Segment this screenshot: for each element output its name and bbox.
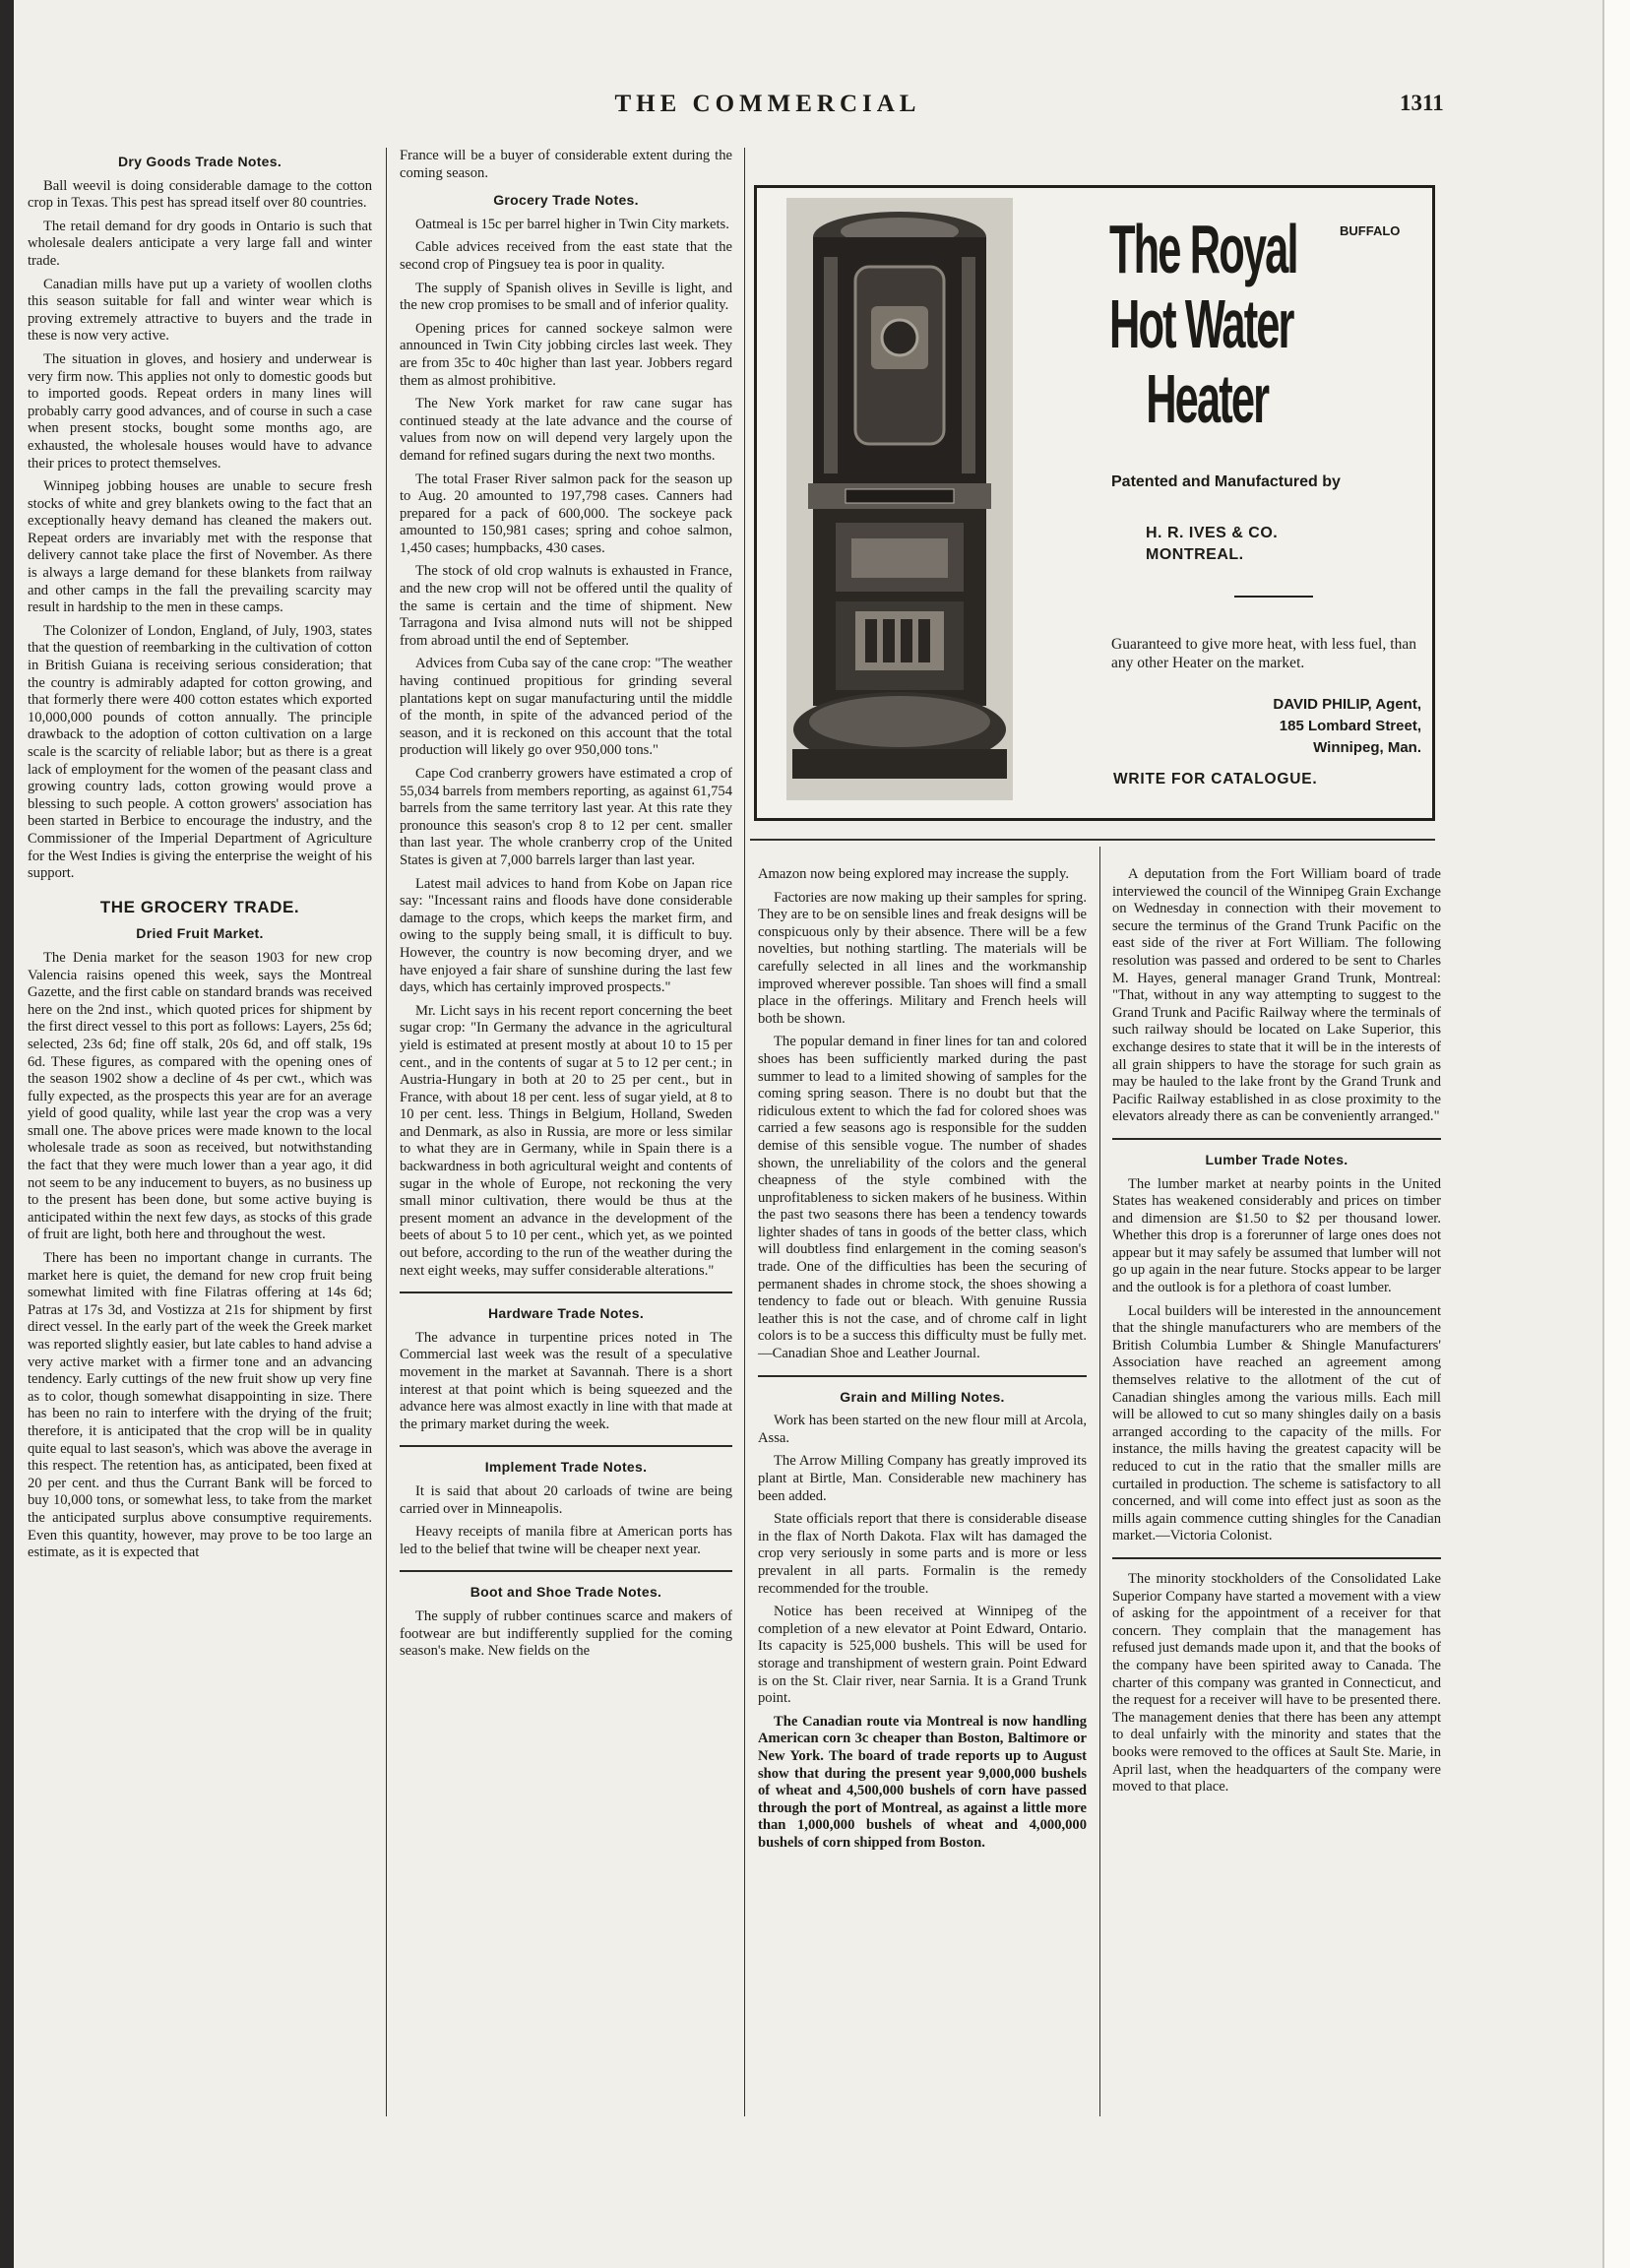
- paragraph: Advices from Cuba say of the cane crop: "The weather having continued propitious for grinding several plantations kept on sugar manufacturing until the middle of the month, in spite of the advanced period of the season, and it is reckoned on this account that the total production will likely go over 950,000 tons.": [400, 656, 732, 759]
- heading-grocery-notes: Grocery Trade Notes.: [493, 192, 639, 209]
- column-2: [400, 148, 732, 1667]
- ad-title: [1109, 212, 1311, 436]
- paragraph: The minority stockholders of the Consolidated Lake Superior Company have started a movement with a view of asking for the appointment of a receiver for that concern. They complain that the management has refused just demands made upon it, and that the books of the company have been spirited away to Canada. The charter of this company was granted in Connecticut, and the request for a receiver will have to be presented there. The management denies that there has been any attempt to deal unfairly with the minority and states that the books were removed to the offices at Sault Ste. Marie, in April last, when the headquarters of the company were moved to that place.: [1112, 1570, 1441, 1796]
- paragraph: Heavy receipts of manila fibre at American ports has led to the belief that twine will be cheaper next year.: [400, 1524, 732, 1557]
- paragraph: Mr. Licht says in his recent report concerning the beet sugar crop: "In Germany the advance in the agricultural yield is estimated at present mostly at about 10 to 15 per cent., and in the contents of sugar at 5 to 12 per cent.; in Austria-Hungary in both at 20 to 25 per cent., but in France, with about 18 per cent. less of sugar yield, at 8 to 10 per cent. less. Things in Belgium, Holland, Sweden and Denmark, as also in Russia, are more or less similar to what they are in Germany, while in Spain there is a backwardness in both agricultural weight and contents of sugar in the whole of Europe, not reckoning the very small minor cultivation, there would be thus at the present moment an advance in the development of the beets of about 5 to 10 per cent., which yet, as we pointed out before, according to the run of the weather during the next eight weeks, may suffer considerable alterations.": [400, 1002, 732, 1279]
- paragraph: The retail demand for dry goods in Ontario is such that wholesale dealers anticipate a very large fall and winter trade.: [28, 218, 372, 269]
- water-heater-illustration: [786, 198, 1013, 800]
- paragraph: There has been no important change in currants. The market here is quiet, the demand for new crop fruit being somewhat limited with fine Filatras offering at 14s 6d; Patras at 17s 3d, and Vostizza at 21s for shipment by first direct vessel. In the early part of the week the Greek market was reported slightly easier, but late cables to hand advise a very active market with a firmer tone and an advancing tendency. Early cuttings of the new fruit show up very fine as to color, though somewhat disappointing in size. There has been no rain to interfere with the drying of the fruit; therefore, it is anticipated that the crop will be in quality quite equal to last season's, which was above the average in this respect. The retention has, as anticipated, been fixed at 20 per cent. and thus the Currant Bank will be forced to buy 10,000 tons, or somewhat less, to take from the market the anticipated surplus above consumptive requirements. Even this quantity, however, may prove to be too large an estimate, as it is expected that: [28, 1250, 372, 1561]
- paragraph: Opening prices for canned sockeye salmon were announced in Twin City jobbing circles last week. They are from 35c to 40c higher than last year. Jobbers regard them as almost prohibitive.: [400, 320, 732, 389]
- column-divider: [386, 148, 387, 2116]
- section-rule: [400, 1445, 732, 1447]
- ad-patent-line: Patented and Manufactured by: [1111, 473, 1341, 490]
- ad-agent: [1146, 694, 1421, 759]
- paragraph: The advance in turpentine prices noted in The Commercial last week was the result of a speculative movement in the market at Savannah. There is a short interest at that point which is being squeezed and the advance here was almost exactly in line with that made at the primary market during the week.: [400, 1329, 732, 1432]
- column-3: [758, 866, 1087, 1858]
- heading-lumber: Lumber Trade Notes.: [1205, 1151, 1348, 1167]
- section-rule: [400, 1292, 732, 1293]
- ad-divider: [1234, 596, 1313, 598]
- paragraph: State officials report that there is considerable disease in the flax of North Dakota. Flax wilt has damaged the crop very seriously in some parts and is more or less prevalent in all parts. Formalin is the remedy recommended for the trouble.: [758, 1511, 1087, 1597]
- ad-guarantee: Guaranteed to give more heat, with less fuel, than any other Heater on the market.: [1111, 636, 1416, 671]
- paragraph: Oatmeal is 15c per barrel higher in Twin City markets.: [415, 216, 729, 232]
- heater-advertisement: [754, 185, 1435, 821]
- paragraph: Ball weevil is doing considerable damage to the cotton crop in Texas. This pest has spread itself over 80 countries.: [28, 177, 372, 212]
- ad-title-line: The Royal: [1109, 211, 1297, 287]
- paragraph: The New York market for raw cane sugar has continued steady at the late advance and the course of values from now on will depend very largely upon the demand for refined sugars during the next two months.: [400, 396, 732, 464]
- heading-dry-goods: Dry Goods Trade Notes.: [117, 154, 282, 169]
- paragraph: France will be a buyer of considerable extent during the coming season.: [400, 148, 732, 181]
- masthead: THE COMMERCIAL: [614, 91, 921, 117]
- ad-bottom-rule: [750, 839, 1435, 841]
- column-divider: [1099, 847, 1100, 2116]
- paragraph: The Arrow Milling Company has greatly improved its plant at Birtle, Man. Considerable new machinery has been added.: [758, 1453, 1087, 1504]
- section-rule: [1112, 1138, 1441, 1140]
- paragraph: The situation in gloves, and hosiery and underwear is very firm now. This applies not only to domestic goods but to imported goods. Repeat orders in many lines will probably carry good advances, and of course in such a case when present stocks, bought some months ago, are exhausted, the wholesale houses would have to advance their prices to protect themselves.: [28, 350, 372, 472]
- ad-title-line: Heater: [1146, 360, 1269, 437]
- column-1: [28, 144, 372, 1568]
- heading-dried-fruit: Dried Fruit Market.: [136, 925, 264, 942]
- paragraph: Work has been started on the new flour mill at Arcola, Assa.: [758, 1413, 1087, 1446]
- section-rule: [1112, 1557, 1441, 1559]
- paragraph: Factories are now making up their samples for spring. They are to be on sensible lines and freak designs will be conspicuous only by their absence. There will be a few novelties, but nothing startling. The materials will be carefully selected in all lines and the workmanship improved wherever possible. Tan shoes will find a small place in the offerings. Military and French heels will both be shown.: [758, 889, 1087, 1027]
- paragraph: Cape Cod cranberry growers have estimated a crop of 55,034 barrels from members reporting, as against 61,754 barrels from the same territory last year. At this rate they pronounce this season's crop 8 to 12 per cent. smaller than last year. The whole cranberry crop of the United States is given at 7,000 barrels larger than last year.: [400, 766, 733, 868]
- paragraph: The lumber market at nearby points in the United States has weakened considerably and prices on timber and dimension are $1.50 to $2 per thousand lower. Whether this drop is a forerunner of large ones does not appear but it may safely be assumed that lumber will not go up again in the near future. Stocks appear to be larger and the outlook is for a plethora of coast lumber.: [1112, 1175, 1441, 1296]
- ad-agent-city: Winnipeg, Man.: [1313, 739, 1421, 756]
- heading-boot-shoe: Boot and Shoe Trade Notes.: [470, 1584, 662, 1601]
- paragraph: Winnipeg jobbing houses are unable to secure fresh stocks of white and grey blankets owing to the fact that an exceptionally heavy demand has cleaned the makers out. Repeat orders are invariably met with the response that delivery cannot take place the first of November. As there is always a large demand for these blankets from railway and other camps in the fall the prevailing scarcity may result in hardship to the men in these camps.: [28, 478, 372, 616]
- paragraph: The Colonizer of London, England, of July, 1903, states that the question of reembarking in the cultivation of cotton in British Guiana is receiving serious consideration; that the country is admirably adapted for cotton growing, and that formerly there were 400 cotton estates which exported 10,000,000 pounds of cotton annually. The principle drawback to the adoption of cotton cultivation on a large scale is the scarcity of reliable labor; but as there is a great lack of employment for the women of the peasant class and growing country lads, cotton growing would prove a blessing to such people. A cotton growers' association has been started in Berbice to encourage the industry, and the Commissioner of the Imperial Department of Agriculture for the West Indies is giving the enterprise the weight of his support.: [28, 622, 372, 882]
- ad-agent-street: 185 Lombard Street,: [1279, 718, 1421, 734]
- paragraph: The supply of Spanish olives in Seville is light, and the new crop promises to be small and of inferior quality.: [400, 280, 732, 314]
- paragraph: Canadian mills have put up a variety of woollen cloths this season suitable for fall and winter wear which is proving extremely attractive to buyers and the trade in these is now very active.: [28, 276, 372, 345]
- paragraph: The total Fraser River salmon pack for the season up to Aug. 20 amounted to 197,798 cases. Canners had prepared for a pack of 600,000. The sockeye pack amounted to 150,981 cases; spring and cohoe salmon, 1,450 cases; humpbacks, 430 cases.: [400, 471, 732, 556]
- heading-grain-milling: Grain and Milling Notes.: [840, 1388, 1005, 1405]
- column-4: [1112, 866, 1441, 1802]
- ad-buffalo-mark: BUFFALO: [1340, 223, 1401, 238]
- paragraph: The popular demand in finer lines for tan and colored shoes has been sufficiently marked during the past summer to lead to a limited showing of samples for the coming spring season. There is no doubt but that the ridiculous extent to which the fad for colored shoes was carried a few seasons ago is responsible for the sudden demise of this sensible vogue. The number of shades shown, the unreliability of the colors and the general cheapness of the style combined with the unprofitableness to sicken makers of he business. Within the past two seasons there has been a tendency towards lighter shades of tans in goods of the better class, which will doubtless find enlargement in the coming season's trade. One of the difficulties has been the securing of permanent shades in chrome stock, the shoes showing a tendency to fade out or bleach. With genuine Russia leather this is not the case, and of chrome calf in light colors is to be a success this difficulty must be fully met.—Canadian Shoe and Leather Journal.: [758, 1034, 1087, 1362]
- ad-maker: [1146, 523, 1278, 566]
- ad-maker-name: H. R. IVES & CO.: [1146, 525, 1279, 541]
- scan-edge-right: [1602, 0, 1630, 2268]
- paragraph: The stock of old crop walnuts is exhausted in France, and the new crop will not be offered until the quality of the same is certain and the time of shipment. New Tarragona and Ivisa almond nuts will not be shipped from abroad until the end of September.: [400, 563, 732, 649]
- ad-title-line: Hot Water: [1109, 285, 1293, 362]
- ad-write-for-catalogue: WRITE FOR CATALOGUE.: [1113, 771, 1318, 788]
- heading-hardware: Hardware Trade Notes.: [487, 1305, 645, 1322]
- paragraph: The Canadian route via Montreal is now handling American corn 3c cheaper than Boston, Baltimore or New York. The board of trade reports up to August show that during the present year 9,000,000 bushels of wheat and 4,500,000 bushels of corn have passed through the port of Montreal, as against a little more than 1,000,000 bushels of wheat and 4,000,000 bushels of corn shipped from Boston.: [758, 1713, 1087, 1851]
- paragraph: It is said that about 20 carloads of twine are being carried over in Minneapolis.: [400, 1482, 732, 1517]
- page-number: 1311: [1400, 91, 1444, 115]
- column-divider: [744, 148, 745, 2116]
- ad-agent-name: DAVID PHILIP, Agent,: [1273, 696, 1421, 713]
- section-rule: [758, 1375, 1087, 1377]
- paragraph: Local builders will be interested in the announcement that the shingle manufacturers who are members of the British Columbia Lumber & Shingle Manufacturers' Association have reached an agreement among themselves relative to the allotment of the cut of Canadian shingles among the various mills. Each mill will be allowed to cut so many shingles daily on a basis arranged according to the capacity of the mills. For instance, the mills having the greatest capacity will be reduced to cut in the ratio that the smaller mills are curtailed in production. The scheme is satisfactory to all concerned, and will come into effect just as soon as the mills again commence cutting shingles for the Canadian market.—Victoria Colonist.: [1112, 1302, 1441, 1544]
- paragraph: The Denia market for the season 1903 for new crop Valencia raisins opened this week, says the Montreal Gazette, and the first cable on standard brands was received here on the 2nd inst., which quoted prices for shipment by the first direct vessel to this port as follows: Layers, 25s 6d; selected, 23s 6d; fine off stalk, 20s 6d, and off stalk, 19s 6d. These figures, as compared with the opening ones of the season 1902 show a decline of 4s per cwt., which was fully expected, as the prospects this year are for an average yield of good quality, while last year the crop was a very small one. The above prices were made known to the local wholesale trade as soon as received, but notwithstanding the fact that they were much lower than a year ago, it did not seem to be any inducement to buyers, as no business up to the present has been done, but some active buying is anticipated within the next few days, as stocks of this grade of fruit are light, both here and throughout the west.: [28, 949, 372, 1243]
- paragraph: Latest mail advices to hand from Kobe on Japan rice say: "Incessant rains and floods have done considerable damage to the crops, which keeps the market firm, and owing to the supply being small, it is difficult to buy. However, the country is now becoming dryer, and we have enjoyed a fair share of sunshine during the last few days, which has certainly improved prospects.": [400, 875, 732, 996]
- scan-edge-left: [0, 0, 14, 2268]
- heading-implement: Implement Trade Notes.: [484, 1459, 648, 1476]
- paragraph: The supply of rubber continues scarce and makers of footwear are but indifferently supplied for the coming season's make. New fields on the: [400, 1607, 732, 1660]
- paragraph: Notice has been received at Winnipeg of the completion of a new elevator at Point Edward, Ontario. Its capacity is 525,000 bushels. This will be used for storage and transhipment of western grain. Point Edward is on the St. Clair river, near Sarnia. It is a Grand Trunk point.: [758, 1604, 1087, 1707]
- ad-maker-city: MONTREAL.: [1146, 546, 1244, 563]
- heading-grocery-trade: THE GROCERY TRADE.: [99, 897, 300, 916]
- paragraph: Amazon now being explored may increase the supply.: [758, 866, 1069, 882]
- paragraph: A deputation from the Fort William board of trade interviewed the council of the Winnipeg Grain Exchange on Wednesday in connection with their movement to secure the terminus of the Grand Trunk Pacific on the east side of the river at Fort William. The following resolution was passed and ordered to be sent to Charles M. Hayes, general manager Grand Trunk, Montreal: "That, without in any way attempting to suggest to the Grand Trunk and Pacific Railway where the terminals of such railway should be located on Lake Superior, this exchange desires to state that it will be in the interests of all grain shippers to have the storage for such grain as may be hauled to the lake front by the Grand Trunk and Pacific Railway established in as close proximity to the elevators already there as can be conveniently arranged.": [1112, 866, 1441, 1125]
- section-rule: [400, 1570, 732, 1572]
- paragraph: Cable advices received from the east state that the second crop of Pingsuey tea is poor in quality.: [400, 239, 732, 273]
